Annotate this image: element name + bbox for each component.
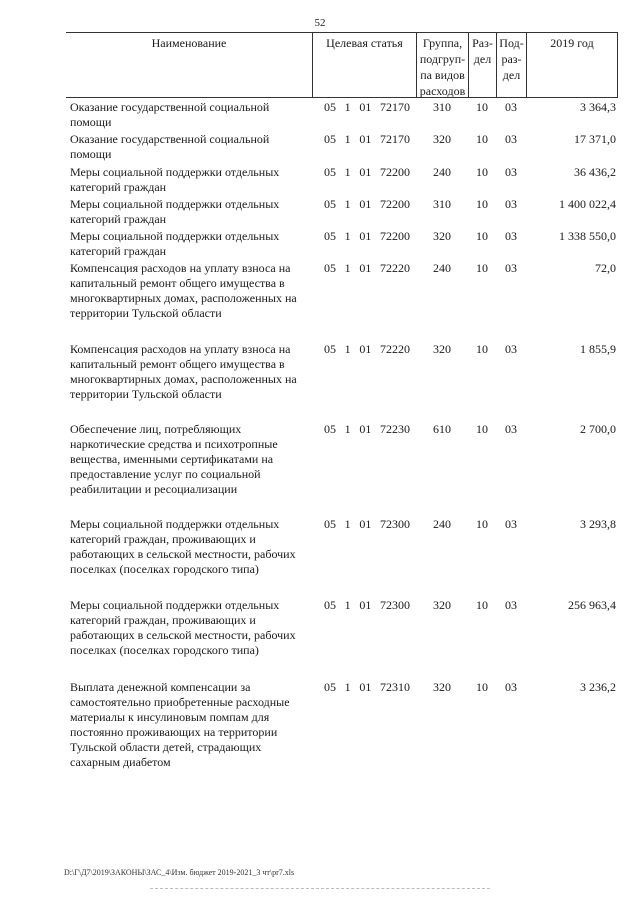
code-part: 1 xyxy=(344,598,351,612)
code-part: 72220 xyxy=(379,342,410,356)
row-subsection: 03 xyxy=(505,261,517,275)
code-part: 05 xyxy=(324,165,336,179)
row-group: 320 xyxy=(433,598,451,612)
table-row xyxy=(66,197,618,227)
code-part: 1 xyxy=(344,100,351,114)
row-group: 610 xyxy=(433,422,451,436)
code-part: 72300 xyxy=(379,598,410,612)
row-name: Выплата денежной компенсации за самостоятельно приобретенные расходные материалы к инсулиновым помпам для постоянно проживающих на территории Тульской области детей, страдающих сахарным диабетом xyxy=(70,680,290,769)
file-path: D:\Г\Д7\2019\ЗАКОНЫ\ЗАС_4\Изм. бюджет 2019-2021_3 чт\pr7.xls xyxy=(64,868,295,877)
row-subsection: 03 xyxy=(505,342,517,356)
row-amount: 2 700,0 xyxy=(580,422,616,436)
header-section: Раз- дел xyxy=(468,33,496,97)
row-amount: 3 293,8 xyxy=(580,517,616,531)
row-subsection: 03 xyxy=(505,680,517,694)
row-group: 240 xyxy=(433,165,451,179)
row-subsection: 03 xyxy=(505,422,517,436)
code-part: 05 xyxy=(324,342,336,356)
code-part: 01 xyxy=(359,229,372,243)
code-part: 05 xyxy=(324,229,336,243)
row-subsection: 03 xyxy=(505,598,517,612)
code-part: 01 xyxy=(359,342,372,356)
code-part: 72300 xyxy=(379,517,410,531)
code-part: 1 xyxy=(344,680,351,694)
row-target-code xyxy=(312,598,416,658)
code-part: 01 xyxy=(359,197,372,211)
row-amount: 3 364,3 xyxy=(580,100,616,114)
row-group: 240 xyxy=(433,261,451,275)
row-group: 240 xyxy=(433,517,451,531)
row-section: 10 xyxy=(476,132,488,146)
row-target-code xyxy=(312,680,416,770)
table-row xyxy=(66,517,618,577)
page-number: 52 xyxy=(314,17,326,29)
row-section: 10 xyxy=(476,165,488,179)
code-part: 72200 xyxy=(379,165,410,179)
row-group: 320 xyxy=(433,680,451,694)
bottom-rule xyxy=(150,888,490,889)
row-section: 10 xyxy=(476,100,488,114)
row-amount: 17 371,0 xyxy=(574,132,616,146)
row-section: 10 xyxy=(476,261,488,275)
header-year: 2019 год xyxy=(526,33,618,97)
code-part: 72200 xyxy=(379,229,410,243)
row-name: Меры социальной поддержки отдельных категорий граждан xyxy=(70,229,280,258)
code-part: 1 xyxy=(344,261,351,275)
code-part: 05 xyxy=(324,598,336,612)
row-group: 320 xyxy=(433,342,451,356)
code-part: 72170 xyxy=(379,100,410,114)
row-group: 310 xyxy=(433,197,451,211)
code-part: 01 xyxy=(359,680,372,694)
row-name: Компенсация расходов на уплату взноса на капитальный ремонт общего имущества в многоквартирных домах, расположенных на территории Тульской области xyxy=(70,342,297,401)
code-part: 1 xyxy=(344,342,351,356)
code-part: 1 xyxy=(344,132,351,146)
code-part: 05 xyxy=(324,680,336,694)
row-subsection: 03 xyxy=(505,229,517,243)
code-part: 72230 xyxy=(379,422,410,436)
code-part: 01 xyxy=(359,261,372,275)
code-part: 01 xyxy=(359,517,372,531)
row-name: Меры социальной поддержки отдельных категорий граждан, проживающих и работающих в сельской местности, рабочих поселках (поселках городского типа) xyxy=(70,598,296,657)
row-target-code xyxy=(312,197,416,227)
code-part: 1 xyxy=(344,517,351,531)
budget-table xyxy=(66,32,618,769)
table-row xyxy=(66,680,618,770)
table-row xyxy=(66,229,618,259)
code-part: 01 xyxy=(359,100,372,114)
row-target-code xyxy=(312,132,416,162)
row-amount: 72,0 xyxy=(595,261,616,275)
row-subsection: 03 xyxy=(505,197,517,211)
row-section: 10 xyxy=(476,197,488,211)
row-amount: 1 855,9 xyxy=(580,342,616,356)
row-group: 320 xyxy=(433,132,451,146)
row-name: Меры социальной поддержки отдельных категорий граждан xyxy=(70,197,280,226)
code-part: 05 xyxy=(324,132,336,146)
row-subsection: 03 xyxy=(505,132,517,146)
row-name: Оказание государственной социальной помощи xyxy=(70,132,270,161)
row-section: 10 xyxy=(476,229,488,243)
table-row xyxy=(66,422,618,497)
row-name: Обеспечение лиц, потребляющих наркотические средства и психотропные вещества, именными сертификатами на предоставление услуг по социальной реабилитации и ресоциализации xyxy=(70,422,278,496)
code-part: 05 xyxy=(324,517,336,531)
code-part: 1 xyxy=(344,229,351,243)
table-row xyxy=(66,165,618,195)
code-part: 05 xyxy=(324,422,336,436)
code-part: 1 xyxy=(344,422,351,436)
row-subsection: 03 xyxy=(505,517,517,531)
row-group: 320 xyxy=(433,229,451,243)
header-group: Группа, подгруп- па видов расходов xyxy=(416,33,468,97)
row-target-code xyxy=(312,422,416,497)
row-amount: 1 338 550,0 xyxy=(559,229,616,243)
row-group: 310 xyxy=(433,100,451,114)
code-part: 01 xyxy=(359,598,372,612)
row-amount: 256 963,4 xyxy=(568,598,616,612)
row-target-code xyxy=(312,517,416,577)
row-name: Компенсация расходов на уплату взноса на капитальный ремонт общего имущества в многоквартирных домах, расположенных на территории Тульской области xyxy=(70,261,297,320)
row-target-code xyxy=(312,261,416,321)
code-part: 05 xyxy=(324,261,336,275)
row-name: Оказание государственной социальной помощи xyxy=(70,100,270,129)
code-part: 1 xyxy=(344,165,351,179)
table-row xyxy=(66,342,618,402)
header-name: Наименование xyxy=(151,36,227,50)
row-section: 10 xyxy=(476,598,488,612)
row-target-code xyxy=(312,342,416,402)
row-target-code xyxy=(312,229,416,259)
row-amount: 1 400 022,4 xyxy=(559,197,616,211)
row-section: 10 xyxy=(476,422,488,436)
code-part: 72220 xyxy=(379,261,410,275)
code-part: 05 xyxy=(324,100,336,114)
code-part: 72200 xyxy=(379,197,410,211)
row-amount: 3 236,2 xyxy=(580,680,616,694)
row-subsection: 03 xyxy=(505,100,517,114)
table-header xyxy=(66,32,618,98)
code-part: 05 xyxy=(324,197,336,211)
row-target-code xyxy=(312,165,416,195)
row-name: Меры социальной поддержки отдельных категорий граждан, проживающих и работающих в сельской местности, рабочих поселках (поселках городского типа) xyxy=(70,517,296,576)
code-part: 1 xyxy=(344,197,351,211)
row-section: 10 xyxy=(476,517,488,531)
row-name: Меры социальной поддержки отдельных категорий граждан xyxy=(70,165,280,194)
row-section: 10 xyxy=(476,680,488,694)
code-part: 72170 xyxy=(379,132,410,146)
table-row xyxy=(66,132,618,162)
code-part: 01 xyxy=(359,422,372,436)
row-section: 10 xyxy=(476,342,488,356)
row-subsection: 03 xyxy=(505,165,517,179)
header-subsection: Под- раз- дел xyxy=(496,33,526,97)
table-row xyxy=(66,598,618,658)
code-part: 01 xyxy=(359,132,372,146)
code-part: 72310 xyxy=(379,680,410,694)
row-amount: 36 436,2 xyxy=(574,165,616,179)
header-target: Целевая статья xyxy=(312,33,416,97)
row-target-code xyxy=(312,100,416,130)
table-row xyxy=(66,100,618,130)
code-part: 01 xyxy=(359,165,372,179)
table-row xyxy=(66,261,618,321)
